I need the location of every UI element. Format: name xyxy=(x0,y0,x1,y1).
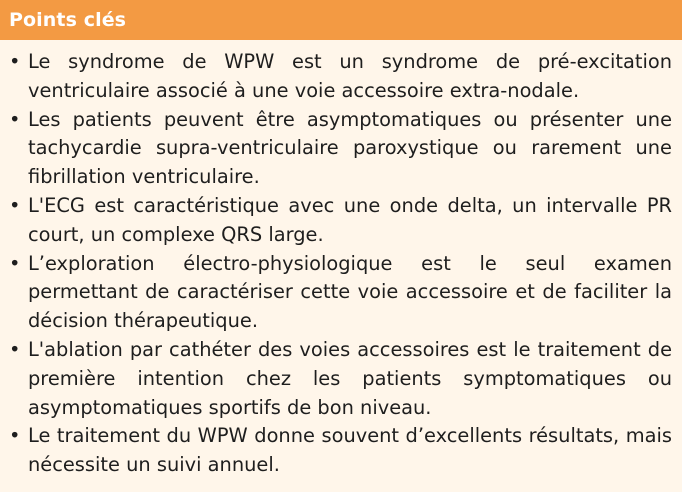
key-points-list xyxy=(0,40,682,480)
list-item xyxy=(9,336,672,422)
list-item xyxy=(9,422,672,480)
bullet-icon: • xyxy=(9,193,21,217)
bullet-icon: • xyxy=(9,50,21,73)
list-item-text: Le syndrome de WPW est un syndrome de pré-excitation ventriculaire associé à une voie accessoire extra-nodale. xyxy=(28,50,672,102)
bullet-icon: • xyxy=(9,337,21,361)
list-item-text: Les patients peuvent être asymptomatiques ou présenter une tachycardie supra-ventriculaire paroxystique ou rarement une fibrillation ventriculaire. xyxy=(28,107,672,189)
list-item-text: Le traitement du WPW donne souvent d’excellents résultats, mais nécessite un suivi annuel. xyxy=(28,424,672,477)
bullet-icon: • xyxy=(9,424,21,448)
list-item xyxy=(9,48,672,106)
key-points-title: Points clés xyxy=(9,9,127,31)
list-item xyxy=(9,250,672,336)
list-item-text: L'ablation par cathéter des voies accessoires est le traitement de première intention chez les patients symptomatiques ou asymptomatiques sportifs de bon niveau. xyxy=(28,337,672,419)
key-points-header xyxy=(0,0,682,40)
list-item-text: L'ECG est caractéristique avec une onde delta, un intervalle PR court, un complexe QRS large. xyxy=(28,193,672,246)
list-item xyxy=(9,106,672,192)
bullet-icon: • xyxy=(9,251,21,275)
list-item xyxy=(9,192,672,250)
bullet-icon: • xyxy=(9,107,21,131)
list-item-text: L’exploration électro-physiologique est le seul examen permettant de caractériser cette voie accessoire et de faciliter la décision thérapeutique. xyxy=(28,251,672,333)
